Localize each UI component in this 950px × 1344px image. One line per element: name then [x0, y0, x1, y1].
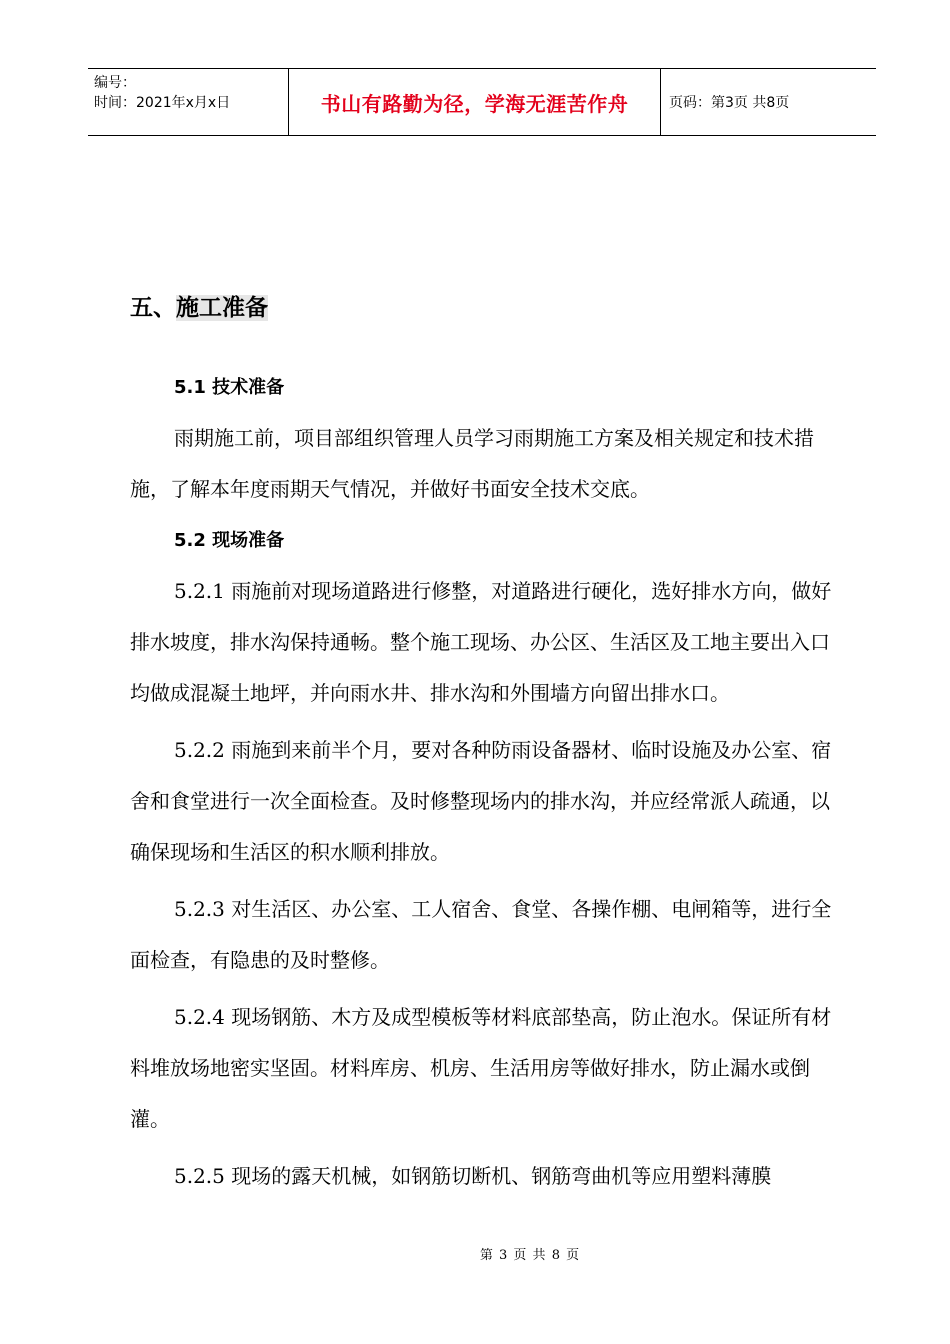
page-header: [88, 68, 876, 136]
paragraph-5-2-5: 5.2.5 现场的露天机械，如钢筋切断机、钢筋弯曲机等应用塑料薄膜: [174, 1164, 772, 1188]
section-title-text: 施工准备: [176, 295, 268, 321]
paragraph-technical-preparation: 雨期施工前，项目部组织管理人员学习雨期施工方案及相关规定和技术措施，了解本年度雨期天气情况，并做好书面安全技术交底。: [130, 426, 814, 501]
paragraph-5-2-3: 5.2.3 对生活区、办公室、工人宿舍、食堂、各操作棚、电闸箱等，进行全面检查，有隐患的及时整修。: [130, 897, 832, 972]
subheading-site-preparation: 5.2 现场准备: [174, 530, 285, 551]
document-time-label: 时间：2021年x月x日: [94, 95, 231, 111]
paragraph-5-2-1: 5.2.1 雨施前对现场道路进行修整，对道路进行硬化，选好排水方向，做好排水坡度，排水沟保持通畅。整个施工现场、办公区、生活区及工地主要出入口均做成混凝土地坪，并向雨水井、排水沟和外围墙方向留出排水口。: [130, 579, 832, 705]
header-page-info: 页码：第3页 共8页: [669, 95, 790, 111]
subheading-technical-preparation: 5.1 技术准备: [174, 377, 285, 398]
section-title-prefix: 五、: [130, 295, 176, 321]
header-meta: [88, 69, 288, 135]
footer-page-number: 第 3 页 共 8 页: [479, 1248, 581, 1263]
document-number-label: 编号：: [94, 75, 136, 91]
section-title: [130, 288, 268, 328]
paragraph-5-2-2: 5.2.2 雨施到来前半个月，要对各种防雨设备器材、临时设施及办公室、宿舍和食堂进行一次全面检查。及时修整现场内的排水沟，并应经常派人疏通，以确保现场和生活区的积水顺利排放。: [130, 738, 832, 864]
page-footer: [0, 1244, 950, 1263]
document-body: [130, 362, 836, 1202]
paragraph-5-2-4: 5.2.4 现场钢筋、木方及成型模板等材料底部垫高，防止泡水。保证所有材料堆放场地密实坚固。材料库房、机房、生活用房等做好排水，防止漏水或倒灌。: [130, 1005, 832, 1131]
header-motto: 书山有路勤为径，学海无涯苦作舟: [288, 69, 661, 135]
